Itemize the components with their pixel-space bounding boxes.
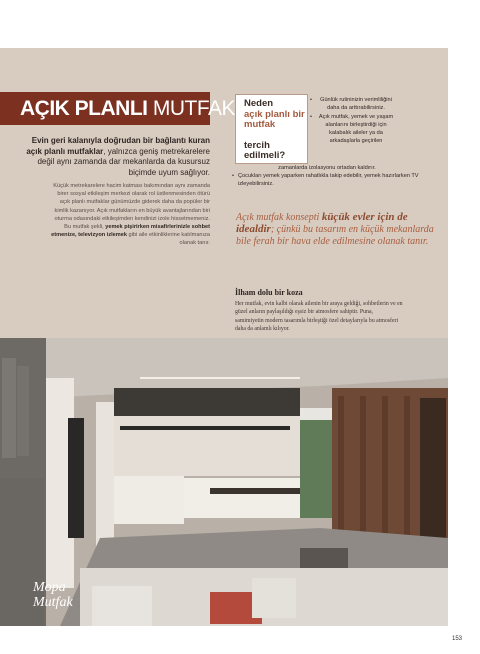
pull-quote: Açık mutfak konsepti küçük evler için de idealdir; çünkü bu tasarım en küçük mekanlarda bile ferah bir hava elde edilmesine olanak tanır. (236, 211, 434, 247)
magazine-page (0, 48, 448, 626)
caption-line-1: Mopa (33, 580, 66, 595)
question-line-2: açık planlı bir mutfak (244, 109, 305, 130)
lead-paragraph: Evin geri kalanıyla doğrudan bir bağlantı kuran açık planlı mutfaklar, yalnızca geniş metrekarelere değil aynı zamanda dar mekanlarda da kusursuz biçimde uyum sağlıyor. (26, 136, 210, 177)
subsection-text: Her mutfak, evin kalbi olarak ailenin bir araya geldiği, sohbetlerin ve en güzel anların paylaşıldığı eşsiz bir atmosfere sahiptir. Puna, samimiyetin modern tasarımla birleştiği özel detaylarıyla bu atmosferi daha da anlamlı kılıyor. (235, 301, 403, 333)
question-box (235, 94, 308, 164)
bullet-list-right (310, 96, 396, 146)
page-title: AÇIK PLANLI MUTFAK (20, 97, 236, 120)
bullet-item: • Çocukları yemek yaparken rahatlıkla takip edebilir, yemek hazırlarken TV izleyebilirsiniz. (232, 172, 427, 188)
bullet-list-bottom (232, 172, 427, 189)
question-line-3: tercih edilmeli? (244, 140, 286, 161)
body-paragraph: Küçük metrekarelere hacim katması bakımından aynı zamanda birer sosyal etkileşim merkezi olarak rol üstlenmesinden ötürü açık planlı mutfaklar günümüzde giderek daha da popüler bir kimlik kazanıyor. Açık mutfakların en büyük avantajlarından biri oturma odasındaki etkileşimden kendinizi izole hissetmemeniz. Bu mutfak şekli, yemek pişirirken misafirlerinizle sohbet etmenize, televizyon izlemek gibi aile etkinliklerine katılmanıza olanak tanır. (51, 183, 210, 247)
info-box (232, 94, 446, 194)
page-number: 153 (452, 636, 463, 642)
caption-line-2: Mutfak (33, 595, 73, 610)
question-line-1: Neden (244, 98, 274, 109)
subsection-heading: İlham dolu bir koza (235, 288, 303, 297)
bullet-continuation: zamanlarda izolasyonu ortadan kaldırır. (278, 165, 376, 171)
photo-caption (33, 580, 73, 610)
bullet-item: • Günlük rutininizin verimliliğini daha da arttırabilirsiniz. (310, 96, 396, 112)
title-band (0, 92, 236, 125)
bullet-item: • Açık mutfak, yemek ve yaşam alanlarını birleştirdiği için kalabalık aileler ya da arkadaşlarla geçirilen (310, 113, 396, 145)
